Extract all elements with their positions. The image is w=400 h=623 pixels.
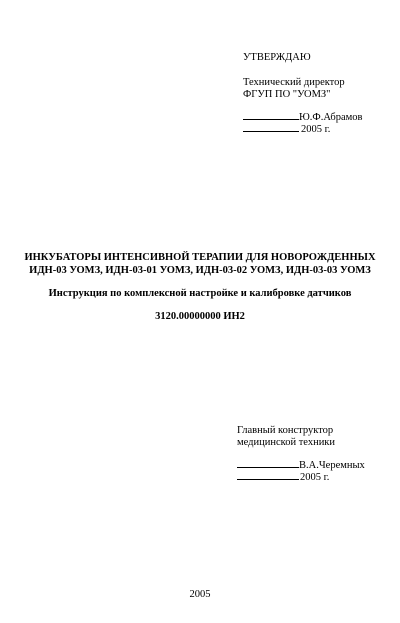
date-line	[237, 470, 299, 480]
document-title-line2: ИДН-03 УОМЗ, ИДН-03-01 УОМЗ, ИДН-03-02 УОМЗ, ИДН-03-03 УОМЗ	[29, 265, 371, 276]
designer-signer: В.А.Черемных	[299, 460, 365, 471]
approval-date: 2005 г.	[301, 124, 331, 135]
signature-line	[243, 110, 299, 120]
designer-date-row	[237, 470, 329, 484]
document-code: 3120.00000000 ИН2	[155, 311, 245, 322]
footer-year: 2005	[189, 589, 211, 600]
approval-position-line2: ФГУП ПО "УОМЗ"	[243, 89, 331, 100]
approval-position-line1: Технический директор	[243, 77, 345, 88]
designer-position-line2: медицинской техники	[237, 437, 336, 448]
signature-line	[237, 458, 299, 468]
document-subtitle: Инструкция по комплексной настройке и калибровке датчиков	[48, 288, 352, 299]
approval-heading: УТВЕРЖДАЮ	[243, 52, 311, 63]
approval-signer: Ю.Ф.Абрамов	[299, 112, 363, 123]
approval-date-row	[243, 122, 330, 136]
date-line	[243, 122, 299, 132]
document-title-line1: ИНКУБАТОРЫ ИНТЕНСИВНОЙ ТЕРАПИИ ДЛЯ НОВОРОЖДЕННЫХ	[24, 252, 376, 263]
designer-position-line1: Главный конструктор	[237, 425, 334, 436]
designer-date: 2005 г.	[300, 472, 330, 483]
